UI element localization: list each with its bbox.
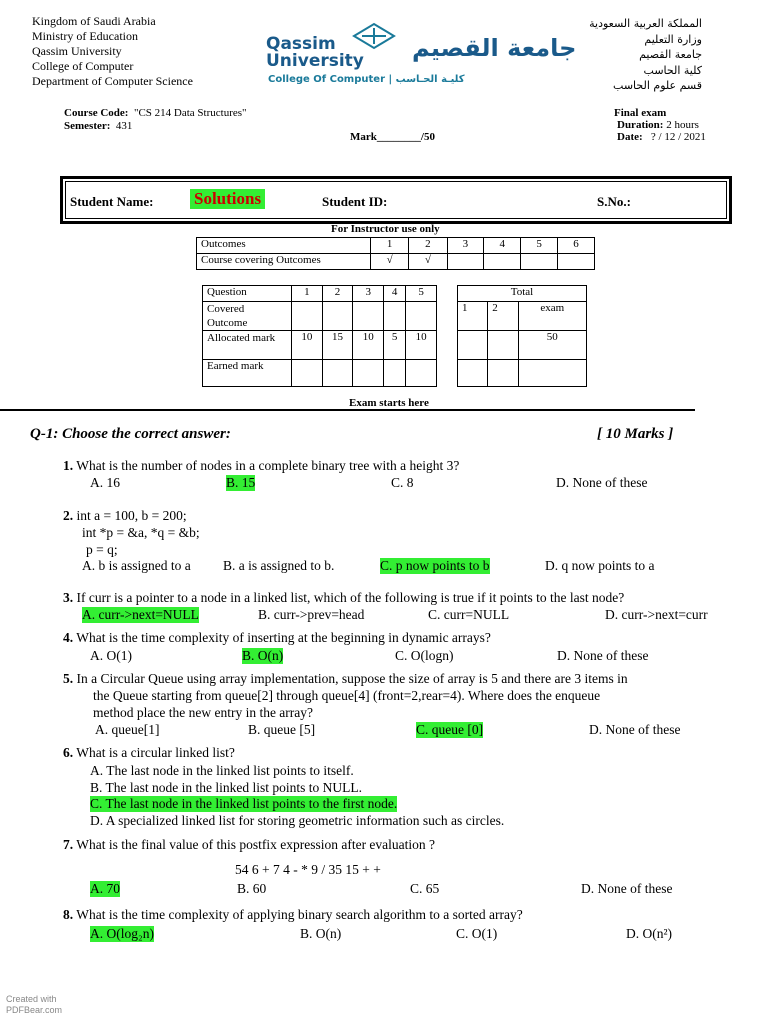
header-right-line: قسم علوم الحاسب <box>613 79 702 92</box>
option-a: A. b is assigned to a <box>82 558 191 573</box>
option-c: C. 65 <box>410 881 440 896</box>
table-cell <box>406 302 437 331</box>
semester <box>64 120 132 132</box>
table-cell: 10 <box>353 331 384 360</box>
section-title: Q-1: Choose the correct answer: <box>30 426 231 442</box>
header-left-line: College of Computer <box>32 59 134 73</box>
header-left-line: Ministry of Education <box>32 29 138 43</box>
table-cell <box>458 360 488 387</box>
table-cell: 4 <box>384 286 406 302</box>
table-cell <box>558 254 595 270</box>
option-a: A. O(1) <box>90 648 132 663</box>
table-cell <box>458 331 488 360</box>
header-right-line: وزارة التعليم <box>644 32 702 46</box>
table-cell: 15 <box>322 331 353 360</box>
table-row <box>458 286 587 302</box>
table-cell: Total <box>458 286 587 302</box>
table-cell: exam <box>518 302 587 331</box>
question-number: 6. <box>63 745 74 760</box>
instructor-title: For Instructor use only <box>331 223 440 235</box>
table-cell: 6 <box>558 238 595 254</box>
option-a: A. The last node in the linked list points to itself. <box>90 763 354 778</box>
table-row <box>458 360 587 387</box>
table-cell <box>353 302 384 331</box>
option-d: D. None of these <box>589 722 681 737</box>
semester-label: Semester: <box>64 120 111 132</box>
header-left-line: Department of Computer Science <box>32 74 193 88</box>
table-cell: 1 <box>292 286 323 302</box>
postfix-expression: 54 6 + 7 4 - * 9 / 35 15 + + <box>235 862 381 877</box>
option-b: B. 60 <box>237 881 267 896</box>
table-cell: Allocated mark <box>203 331 292 360</box>
table-cell: 2 <box>409 238 447 254</box>
header-left-line: Kingdom of Saudi Arabia <box>32 14 156 28</box>
student-name-label: Student Name: <box>70 194 154 209</box>
option-c-correct: C. queue [0] <box>416 722 484 737</box>
table-cell <box>292 302 323 331</box>
table-cell <box>384 360 406 387</box>
option-a-correct: A. curr->next=NULL <box>82 607 199 622</box>
table-cell: 5 <box>521 238 558 254</box>
section-marks: [ 10 Marks ] <box>597 426 674 442</box>
option-b-correct: B. 15 <box>226 475 256 490</box>
option-a: A. 16 <box>90 475 120 490</box>
table-cell: 50 <box>518 331 587 360</box>
sno-label: S.No.: <box>597 194 631 209</box>
option-d: D. curr->next=curr <box>605 607 708 622</box>
table-cell: Question <box>203 286 292 302</box>
question-5-line-3: method place the new entry in the array? <box>93 705 314 720</box>
table-cell: 3 <box>447 238 484 254</box>
option-c: C. curr=NULL <box>428 607 510 622</box>
exam-type: Final exam <box>614 107 667 119</box>
footer-watermark <box>6 994 62 1016</box>
table-cell: 4 <box>484 238 521 254</box>
footer-line: PDFBear.com <box>6 1005 63 1015</box>
header-right <box>589 16 702 94</box>
question-3 <box>63 590 624 606</box>
table-cell: 2 <box>322 286 353 302</box>
option-d: D. None of these <box>557 648 649 663</box>
question-text: If curr is a pointer to a node in a linked list, which of the following is true if it points to the last node? <box>76 590 625 605</box>
question-2 <box>63 508 187 524</box>
table-row <box>458 302 587 331</box>
table-cell: Covered Outcome <box>203 302 292 331</box>
table-cell <box>384 302 406 331</box>
question-number: 8. <box>63 907 74 922</box>
course-code-label: Course Code: <box>64 107 129 119</box>
option-d: D. q now points to a <box>545 558 655 573</box>
header-left <box>32 14 193 89</box>
logo-text-en: Qassim University <box>266 34 364 71</box>
table-cell: 1 <box>371 238 409 254</box>
option-b: B. queue [5] <box>248 722 316 737</box>
table-row <box>197 254 595 270</box>
question-number: 5. <box>63 671 74 686</box>
footer-line: Created with <box>6 994 57 1004</box>
option-a: A. queue[1] <box>95 722 160 737</box>
course-code-value: "CS 214 Data Structures" <box>133 107 247 119</box>
option-b: B. curr->prev=head <box>258 607 365 622</box>
option-c: C. 8 <box>391 475 414 490</box>
question-text: int a = 100, b = 200; <box>76 508 187 523</box>
table-cell <box>447 254 484 270</box>
table-cell <box>322 360 353 387</box>
divider <box>0 409 695 411</box>
question-8 <box>63 907 523 923</box>
mark-field: Mark________/50 <box>350 131 435 143</box>
option-a-correct: A. 70 <box>90 881 120 896</box>
table-cell: Outcomes <box>197 238 371 254</box>
marks-table <box>202 285 437 387</box>
question-5 <box>63 671 628 687</box>
question-5-line-2: the Queue starting from queue[2] through queue[4] (front=2,rear=4). Where does the enqueue <box>93 688 601 703</box>
question-7 <box>63 837 435 853</box>
table-cell <box>484 254 521 270</box>
table-cell: 10 <box>406 331 437 360</box>
date-value: ? / 12 / 2021 <box>650 131 706 143</box>
table-cell: Course covering Outcomes <box>197 254 371 270</box>
question-text: What is the time complexity of inserting at the beginning in dynamic arrays? <box>76 630 491 645</box>
table-cell: 5 <box>406 286 437 302</box>
table-cell: 2 <box>488 302 518 331</box>
duration-value: 2 hours <box>666 119 699 131</box>
table-row <box>203 331 437 360</box>
duration-label: Duration: <box>617 119 664 131</box>
table-cell <box>518 360 587 387</box>
student-name-value: Solutions <box>190 189 265 209</box>
student-id-label: Student ID: <box>322 194 388 209</box>
question-4 <box>63 630 491 646</box>
question-2-line-3: p = q; <box>86 542 118 557</box>
question-text: What is a circular linked list? <box>76 745 235 760</box>
table-cell: 3 <box>353 286 384 302</box>
question-text: In a Circular Queue using array implementation, suppose the size of array is 5 and there are 3 items in <box>76 671 628 686</box>
table-cell <box>488 331 518 360</box>
table-cell: 1 <box>458 302 488 331</box>
table-cell <box>292 360 323 387</box>
question-number: 3. <box>63 590 74 605</box>
question-1 <box>63 458 459 474</box>
table-row <box>203 360 437 387</box>
table-cell: 5 <box>384 331 406 360</box>
logo-subtitle: College Of Computer | كليـة الحـاسب <box>268 74 465 85</box>
table-cell <box>488 360 518 387</box>
table-cell: √ <box>371 254 409 270</box>
table-row <box>203 302 437 331</box>
question-number: 4. <box>63 630 74 645</box>
outcomes-table <box>196 237 595 270</box>
table-cell: √ <box>409 254 447 270</box>
exam-start-label: Exam starts here <box>349 397 429 409</box>
duration <box>617 119 699 131</box>
option-c: C. O(1) <box>456 926 498 941</box>
table-cell: Earned mark <box>203 360 292 387</box>
question-number: 2. <box>63 508 74 523</box>
option-c-correct: C. p now points to b <box>380 558 490 573</box>
header-right-line: المملكة العربية السعودية <box>589 17 702 30</box>
option-b: B. a is assigned to b. <box>223 558 335 573</box>
question-text: What is the number of nodes in a complete binary tree with a height 3? <box>76 458 460 473</box>
date-label: Date: <box>617 131 643 143</box>
option-d: D. O(n²) <box>626 926 673 941</box>
option-c: C. O(logn) <box>395 648 454 663</box>
option-b: B. O(n) <box>300 926 342 941</box>
table-row <box>203 286 437 302</box>
table-cell <box>521 254 558 270</box>
option-c-correct: C. The last node in the linked list points to the first node. <box>90 796 398 811</box>
university-logo <box>262 22 577 90</box>
student-box <box>60 176 732 224</box>
question-6 <box>63 745 235 761</box>
table-row <box>458 331 587 360</box>
header-right-line: جامعة القصيم <box>639 48 702 61</box>
question-2-line-2: int *p = &a, *q = &b; <box>82 525 200 540</box>
option-d: D. None of these <box>581 881 673 896</box>
header-left-line: Qassim University <box>32 44 122 58</box>
question-number: 1. <box>63 458 74 473</box>
header-right-line: كلية الحاسب <box>643 63 702 77</box>
total-table <box>457 285 587 387</box>
semester-value: 431 <box>115 120 133 132</box>
option-b-correct: B. O(n) <box>242 648 284 663</box>
table-cell <box>322 302 353 331</box>
course-code <box>64 107 247 119</box>
question-text: What is the final value of this postfix expression after evaluation ? <box>76 837 436 852</box>
table-cell <box>353 360 384 387</box>
question-number: 7. <box>63 837 74 852</box>
table-cell <box>406 360 437 387</box>
question-text: What is the time complexity of applying binary search algorithm to a sorted array? <box>76 907 523 922</box>
table-row <box>197 238 595 254</box>
table-cell: 10 <box>292 331 323 360</box>
option-a-correct: A. O(log₂n) <box>90 926 154 941</box>
option-d: D. A specialized linked list for storing geometric information such as circles. <box>90 813 505 828</box>
option-b: B. The last node in the linked list points to NULL. <box>90 780 362 795</box>
logo-text-ar: جامعة القصيم <box>412 34 577 62</box>
option-d: D. None of these <box>556 475 648 490</box>
date <box>617 131 706 143</box>
